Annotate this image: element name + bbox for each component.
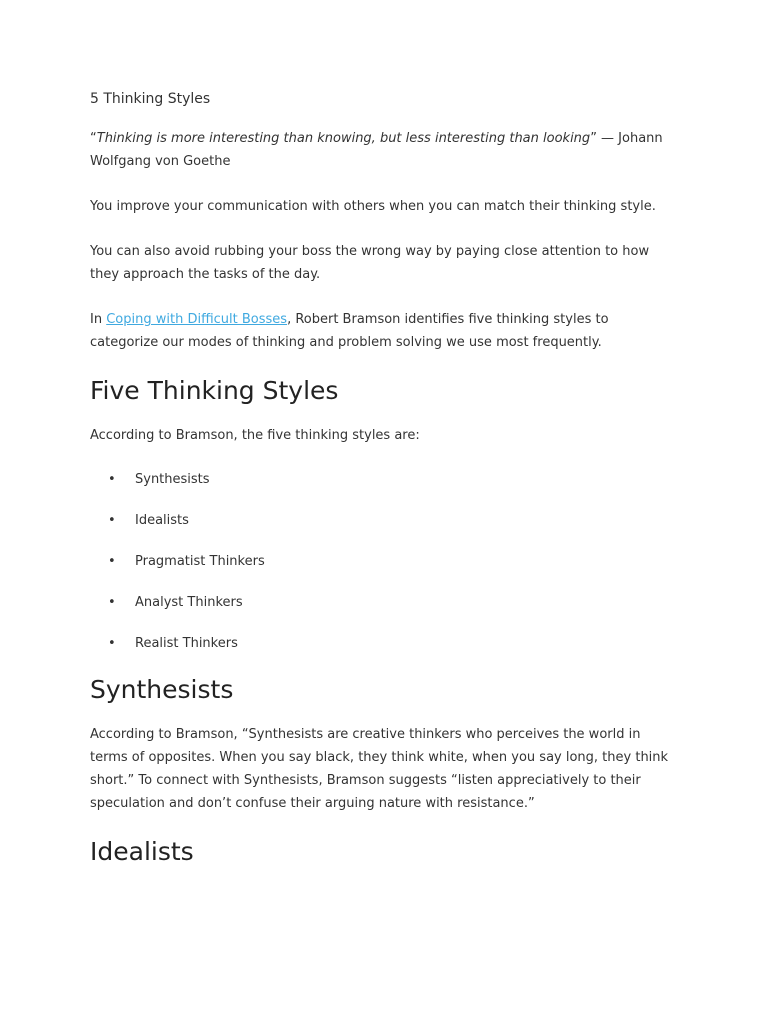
list-item-label: Pragmatist Thinkers: [135, 554, 265, 569]
heading-idealists: Idealists: [90, 837, 194, 866]
goethe-quote: [90, 127, 680, 173]
bullet-icon: •: [108, 554, 116, 569]
list-item: [90, 591, 680, 614]
paragraph-prefix: In: [90, 312, 107, 327]
thinking-styles-list: [90, 468, 680, 655]
list-item: [90, 550, 680, 573]
synthesists-body: According to Bramson, “Synthesists are creative thinkers who perceives the world in terms of opposites. When you say black, they think white, when you say long, they think short.” To connect with Synthesists, Bramson suggests “listen appreciatively to their speculation and don’t confuse their arguing nature with resistance.”: [90, 727, 669, 811]
paragraph-bramson: [90, 308, 680, 354]
list-item: [90, 632, 680, 655]
coping-with-difficult-bosses-link[interactable]: Coping with Difficult Bosses: [106, 312, 288, 327]
quote-text: Thinking is more interesting than knowing, but less interesting than looking: [96, 131, 591, 146]
list-item-label: Realist Thinkers: [135, 636, 238, 651]
list-item-label: Analyst Thinkers: [135, 595, 243, 610]
document-page: [90, 88, 680, 885]
list-item-label: Idealists: [135, 513, 189, 528]
quote-open-mark: “: [90, 131, 97, 146]
bullet-icon: •: [108, 472, 116, 487]
bullet-icon: •: [108, 595, 116, 610]
heading-five-thinking-styles: Five Thinking Styles: [90, 376, 339, 405]
heading-synthesists: Synthesists: [90, 675, 234, 704]
list-item: [90, 509, 680, 532]
paragraph-suffix: , Robert Bramson identifies five thinking styles to categorize our modes of thinking and problem solving we use most frequently.: [90, 312, 609, 350]
list-item: [90, 468, 680, 491]
bullet-icon: •: [108, 513, 116, 528]
list-item-label: Synthesists: [135, 472, 210, 487]
paragraph-communication: You improve your communication with others when you can match their thinking style.: [90, 199, 656, 214]
paragraph-boss: You can also avoid rubbing your boss the wrong way by paying close attention to how they approach the tasks of the day.: [90, 244, 650, 282]
quote-attribution: ” — Johann Wolfgang von Goethe: [90, 131, 663, 169]
document-title: 5 Thinking Styles: [90, 91, 211, 107]
bullet-icon: •: [108, 636, 116, 651]
styles-intro: According to Bramson, the five thinking styles are:: [90, 428, 420, 443]
